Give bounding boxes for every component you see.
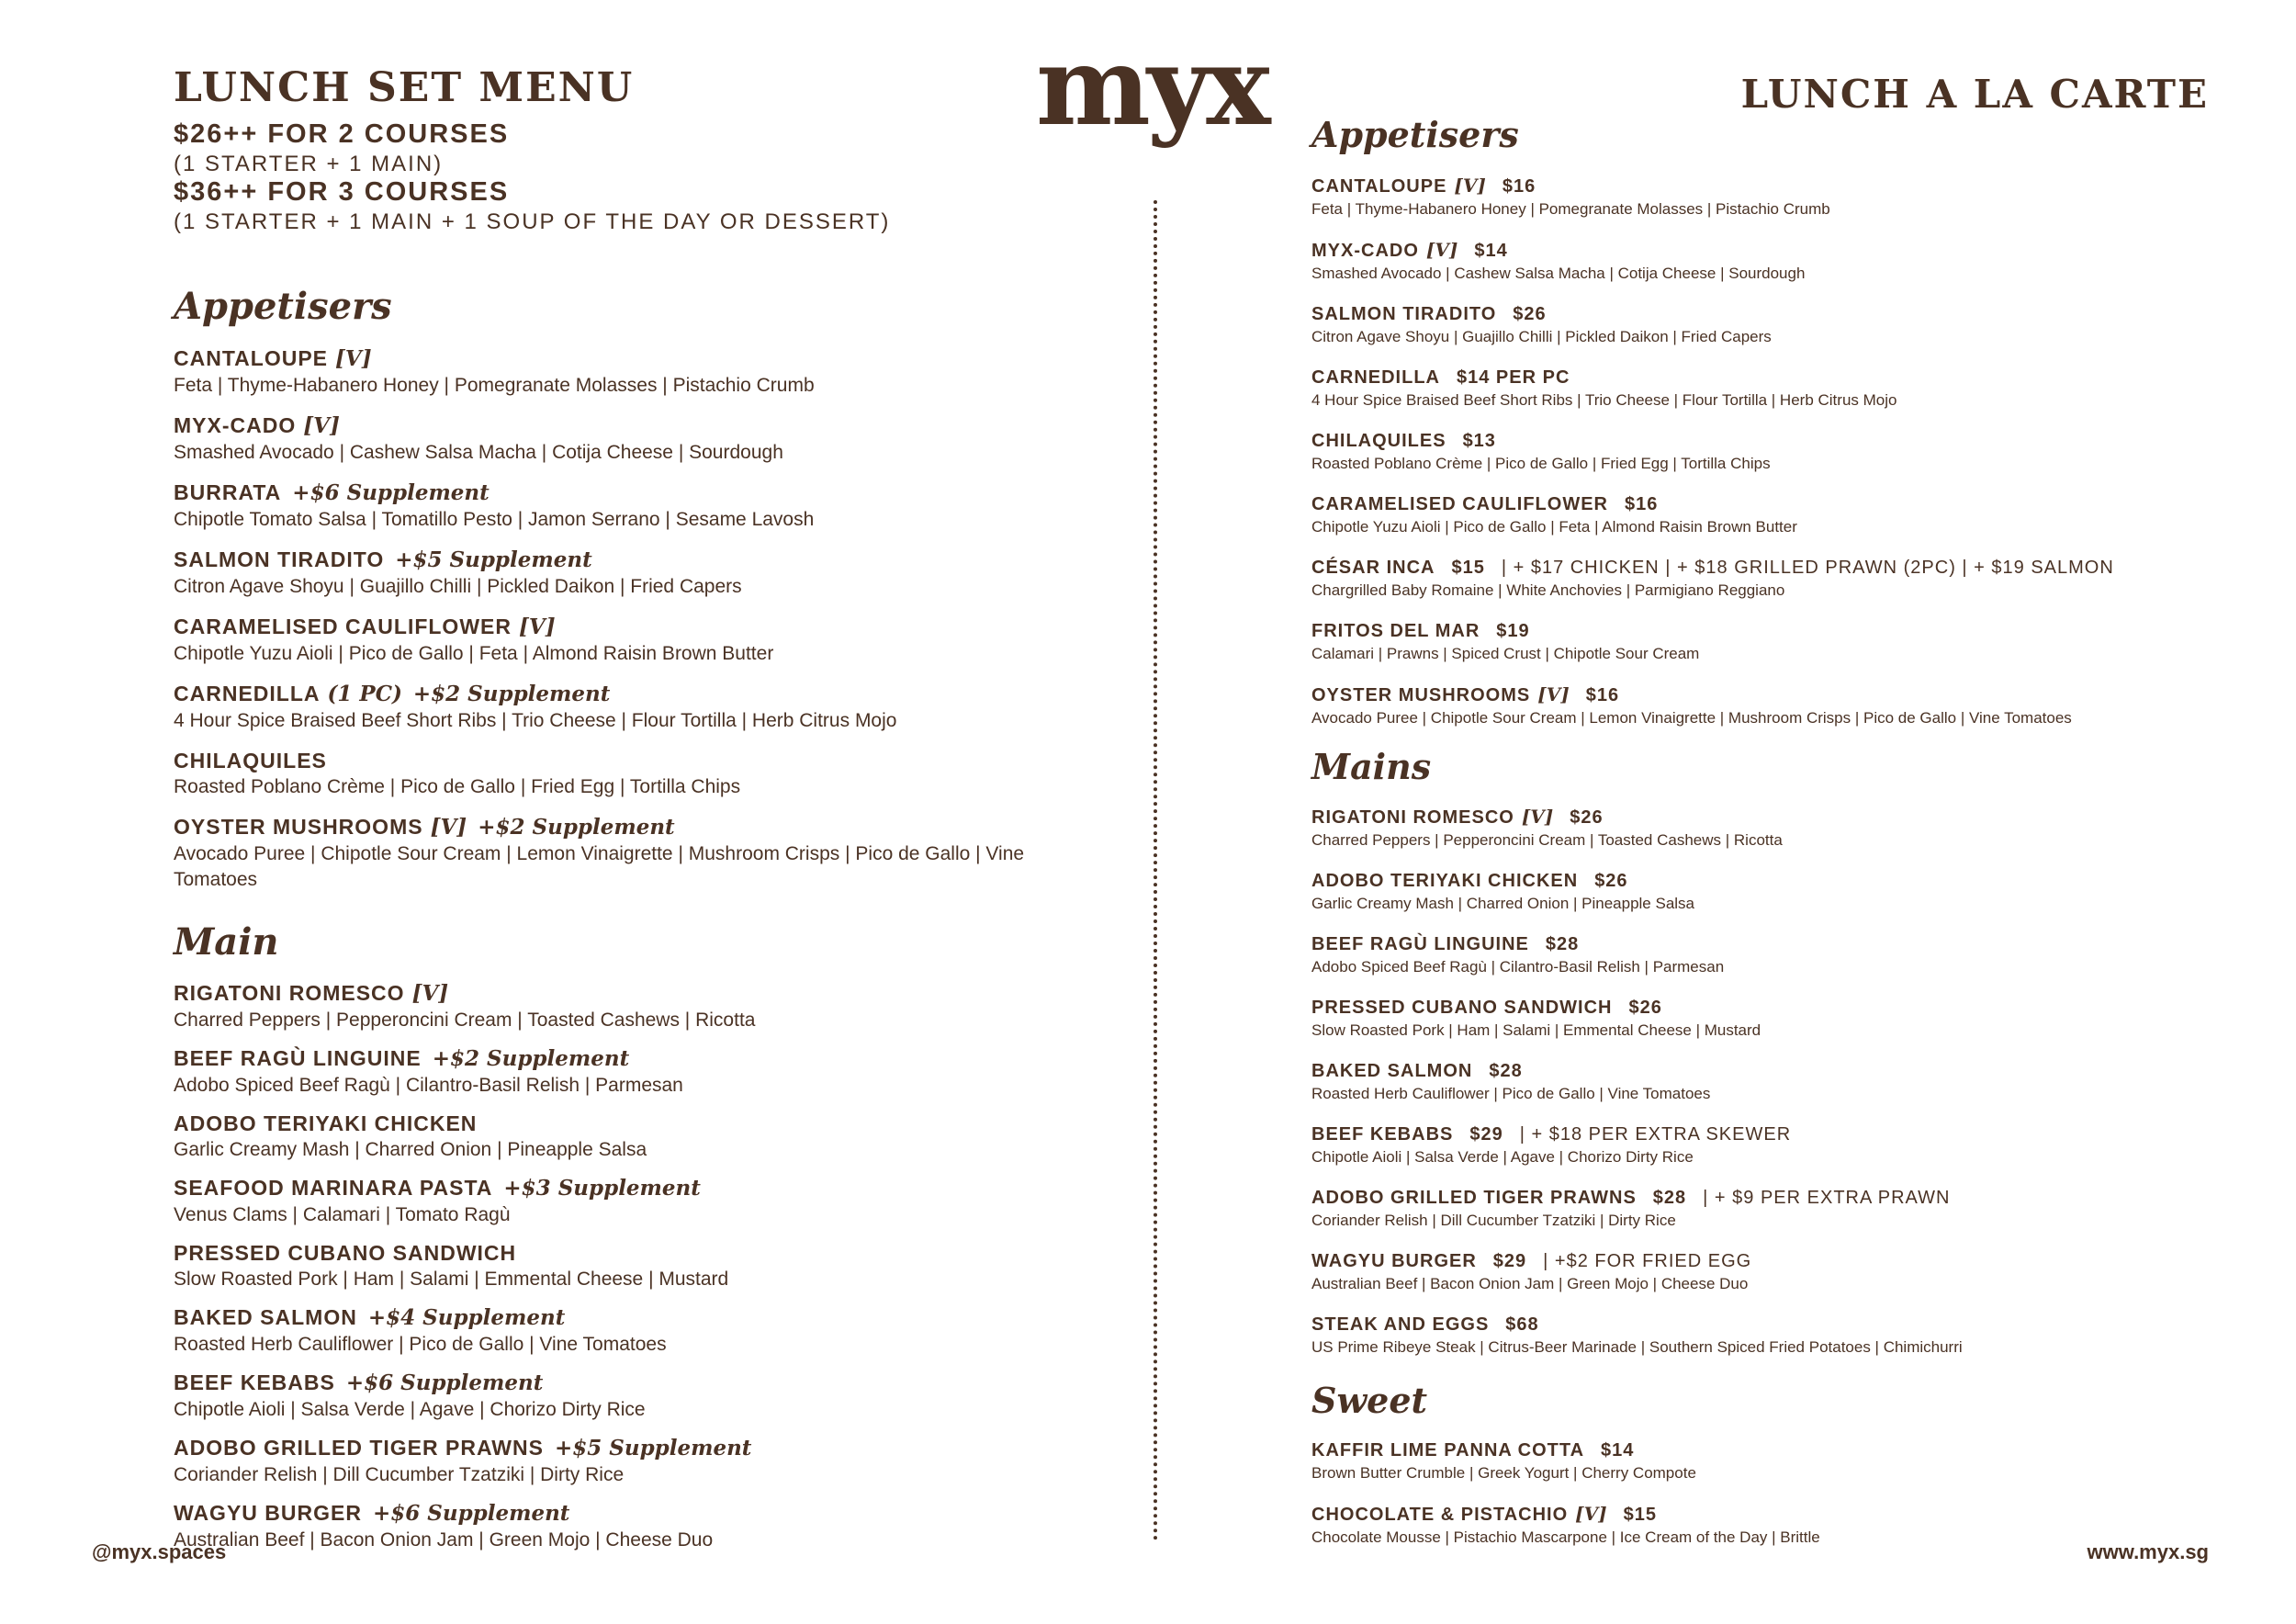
menu-item-name: CÉSAR INCA bbox=[1311, 558, 1435, 578]
menu-item-description: Charred Peppers | Pepperoncini Cream | Toasted Cashews | Ricotta bbox=[174, 1009, 756, 1031]
menu-item-tag: [V] bbox=[1425, 239, 1458, 261]
menu-item-name: MYX-CADO bbox=[174, 413, 297, 437]
menu-item-description: Coriander Relish | Dill Cucumber Tzatziki | Dirty Rice bbox=[1311, 1212, 1676, 1229]
menu-item-header bbox=[1311, 174, 2239, 198]
menu-item bbox=[174, 1110, 1101, 1163]
menu-item bbox=[1311, 1122, 2239, 1168]
menu-item bbox=[1311, 1059, 2239, 1105]
menu-item-header bbox=[1311, 805, 2239, 829]
menu-item-header bbox=[174, 613, 1101, 641]
myx-logo: myx bbox=[1036, 22, 1267, 150]
menu-item bbox=[174, 813, 1101, 893]
menu-item bbox=[1311, 996, 2239, 1042]
menu-item-header bbox=[174, 747, 1101, 774]
carte-sweets-list bbox=[1311, 1438, 2239, 1549]
menu-item-price: $29 bbox=[1492, 1251, 1527, 1271]
menu-item-tag: [V] bbox=[335, 346, 372, 371]
menu-item-header bbox=[174, 1434, 1101, 1462]
menu-item-name: SALMON TIRADITO bbox=[1311, 304, 1497, 324]
menu-item bbox=[174, 1044, 1101, 1099]
menu-item-name: CHOCOLATE & PISTACHIO bbox=[1311, 1505, 1569, 1525]
menu-item-price: $15 bbox=[1623, 1505, 1657, 1525]
menu-item-name: BAKED SALMON bbox=[1311, 1061, 1473, 1081]
menu-item-header bbox=[1311, 619, 2239, 643]
menu-item bbox=[174, 1239, 1101, 1292]
menu-item-header bbox=[174, 1110, 1101, 1137]
menu-item-description: 4 Hour Spice Braised Beef Short Ribs | Trio Cheese | Flour Tortilla | Herb Citrus Mojo bbox=[174, 710, 897, 731]
menu-item-header bbox=[174, 479, 1101, 507]
menu-item-header bbox=[1311, 429, 2239, 453]
menu-item-header bbox=[1311, 1313, 2239, 1336]
menu-item-name: BEEF KEBABS bbox=[174, 1370, 335, 1394]
set-note-2-courses: (1 STARTER + 1 MAIN) bbox=[174, 152, 444, 176]
menu-item-price: $15 bbox=[1451, 558, 1485, 578]
menu-item-price: $28 bbox=[1489, 1061, 1523, 1081]
menu-item-header bbox=[1311, 932, 2239, 956]
menu-item-supplement: +$6 Supplement bbox=[345, 1370, 544, 1395]
menu-item-header bbox=[1311, 238, 2239, 263]
menu-item bbox=[1311, 1438, 2239, 1484]
menu-item-name: BEEF RAGÙ LINGUINE bbox=[174, 1046, 422, 1070]
set-mains-list bbox=[174, 979, 1101, 1553]
menu-item-name: SALMON TIRADITO bbox=[174, 547, 385, 571]
website-link[interactable]: www.myx.sg bbox=[2087, 1540, 2209, 1563]
menu-item-name: WAGYU BURGER bbox=[174, 1501, 362, 1525]
column-divider bbox=[1154, 200, 1157, 1541]
menu-item-description: Coriander Relish | Dill Cucumber Tzatziki | Dirty Rice bbox=[174, 1464, 625, 1485]
menu-item-tag: [V] bbox=[411, 981, 449, 1006]
menu-item-header bbox=[174, 979, 1101, 1008]
menu-item bbox=[1311, 682, 2239, 729]
menu-item-description: Avocado Puree | Chipotle Sour Cream | Lemon Vinaigrette | Mushroom Crisps | Pico de Gallo | Vine Tomatoes bbox=[174, 843, 1025, 890]
menu-item-name: ADOBO GRILLED TIGER PRAWNS bbox=[174, 1436, 544, 1460]
menu-item-description: Calamari | Prawns | Spiced Crust | Chipotle Sour Cream bbox=[1311, 645, 1700, 662]
menu-item-name: WAGYU BURGER bbox=[1311, 1251, 1477, 1271]
menu-item-price: $19 bbox=[1496, 621, 1530, 641]
set-appetisers-heading: Appetisers bbox=[174, 285, 392, 328]
menu-item bbox=[1311, 1249, 2239, 1295]
menu-item-description: Chipotle Aioli | Salsa Verde | Agave | Chorizo Dirty Rice bbox=[1311, 1148, 1694, 1166]
menu-item-name: PRESSED CUBANO SANDWICH bbox=[174, 1241, 517, 1265]
menu-item-price: $28 bbox=[1652, 1188, 1687, 1208]
menu-item-addon: | + $9 PER EXTRA PRAWN bbox=[1703, 1188, 1951, 1208]
menu-item-header bbox=[1311, 302, 2239, 326]
menu-item-addon: | + $17 CHICKEN | + $18 GRILLED PRAWN (2PC) | + $19 SALMON bbox=[1501, 558, 2114, 578]
set-appetisers-list bbox=[174, 344, 1101, 893]
menu-item-supplement: +$4 Supplement bbox=[367, 1305, 566, 1330]
social-handle: @myx.spaces bbox=[92, 1540, 227, 1563]
menu-item bbox=[1311, 492, 2239, 538]
menu-item-name: ADOBO TERIYAKI CHICKEN bbox=[174, 1111, 478, 1135]
menu-item-tag: (1 PC) bbox=[327, 682, 402, 706]
menu-item-description: Chipotle Yuzu Aioli | Pico de Gallo | Feta | Almond Raisin Brown Butter bbox=[174, 643, 774, 664]
menu-item-description: Roasted Herb Cauliflower | Pico de Gallo | Vine Tomatoes bbox=[174, 1334, 667, 1355]
menu-item-header bbox=[1311, 1502, 2239, 1527]
menu-item bbox=[1311, 869, 2239, 915]
set-price-2-courses: $26++ FOR 2 COURSES bbox=[174, 119, 510, 149]
menu-item-header bbox=[174, 1239, 1101, 1267]
menu-item-name: BEEF RAGÙ LINGUINE bbox=[1311, 934, 1529, 954]
menu-item-tag: [V] bbox=[518, 615, 556, 639]
menu-item bbox=[1311, 366, 2239, 412]
menu-item-price: $14 bbox=[1601, 1440, 1635, 1460]
menu-item-name: CANTALOUPE bbox=[174, 346, 329, 370]
menu-item-tag: [V] bbox=[1521, 806, 1554, 828]
menu-item-price: $16 bbox=[1502, 176, 1536, 197]
menu-item-supplement: +$6 Supplement bbox=[292, 480, 490, 505]
menu-item-description: Smashed Avocado | Cashew Salsa Macha | Cotija Cheese | Sourdough bbox=[174, 442, 783, 463]
menu-item-header bbox=[174, 813, 1101, 841]
menu-item bbox=[1311, 932, 2239, 978]
menu-item bbox=[174, 1369, 1101, 1423]
menu-item bbox=[174, 680, 1101, 734]
menu-item-header bbox=[174, 546, 1101, 574]
menu-item-header bbox=[174, 1303, 1101, 1332]
menu-item-description: Chipotle Yuzu Aioli | Pico de Gallo | Feta | Almond Raisin Brown Butter bbox=[1311, 518, 1797, 536]
menu-item-price: $14 PER PC bbox=[1457, 367, 1570, 388]
menu-item bbox=[174, 1434, 1101, 1488]
menu-item-price: $26 bbox=[1570, 807, 1604, 828]
menu-item-supplement: +$2 Supplement bbox=[432, 1046, 630, 1071]
menu-item bbox=[1311, 805, 2239, 851]
menu-item-name: CARAMELISED CAULIFLOWER bbox=[174, 615, 512, 638]
set-note-3-courses: (1 STARTER + 1 MAIN + 1 SOUP OF THE DAY OR DESSERT) bbox=[174, 209, 891, 234]
menu-item-supplement: +$2 Supplement bbox=[478, 815, 675, 840]
menu-item-header bbox=[1311, 1059, 2239, 1083]
menu-item-price: $26 bbox=[1594, 871, 1628, 891]
carte-mains-heading: Mains bbox=[1311, 746, 1432, 787]
menu-item-supplement: +$6 Supplement bbox=[372, 1501, 570, 1526]
menu-item-header bbox=[174, 1044, 1101, 1073]
menu-item-name: SEAFOOD MARINARA PASTA bbox=[174, 1176, 493, 1200]
menu-item-description: Slow Roasted Pork | Ham | Salami | Emmental Cheese | Mustard bbox=[1311, 1021, 1761, 1039]
menu-item bbox=[174, 979, 1101, 1033]
menu-item-name: CHILAQUILES bbox=[1311, 431, 1446, 451]
set-price-3-courses: $36++ FOR 3 COURSES bbox=[174, 177, 510, 207]
menu-item-description: Venus Clams | Calamari | Tomato Ragù bbox=[174, 1204, 511, 1225]
menu-item-price: $16 bbox=[1585, 685, 1620, 705]
menu-item-price: $28 bbox=[1545, 934, 1580, 954]
menu-item-description: Adobo Spiced Beef Ragù | Cilantro-Basil Relish | Parmesan bbox=[1311, 958, 1725, 976]
menu-item-description: Australian Beef | Bacon Onion Jam | Green Mojo | Cheese Duo bbox=[174, 1529, 714, 1551]
menu-item-tag: [V] bbox=[1537, 683, 1570, 705]
menu-item-name: CARAMELISED CAULIFLOWER bbox=[1311, 494, 1608, 514]
menu-item-price: $14 bbox=[1474, 241, 1508, 261]
menu-item-description: Roasted Poblano Crème | Pico de Gallo | Fried Egg | Tortilla Chips bbox=[174, 776, 741, 797]
menu-item-tag: [V] bbox=[1454, 175, 1486, 197]
menu-item-description: Brown Butter Crumble | Greek Yogurt | Cherry Compote bbox=[1311, 1464, 1696, 1482]
menu-item-name: CHILAQUILES bbox=[174, 749, 327, 773]
menu-item-header bbox=[1311, 996, 2239, 1020]
menu-item bbox=[174, 1499, 1101, 1553]
menu-item-description: Charred Peppers | Pepperoncini Cream | Toasted Cashews | Ricotta bbox=[1311, 831, 1783, 849]
menu-item-description: Roasted Herb Cauliflower | Pico de Gallo | Vine Tomatoes bbox=[1311, 1085, 1711, 1102]
menu-item-header bbox=[1311, 1186, 2239, 1210]
menu-item-description: Chipotle Aioli | Salsa Verde | Agave | Chorizo Dirty Rice bbox=[174, 1399, 646, 1420]
menu-item-description: Chocolate Mousse | Pistachio Mascarpone | Ice Cream of the Day | Brittle bbox=[1311, 1528, 1820, 1546]
menu-item-header bbox=[1311, 1438, 2239, 1462]
carte-mains-list bbox=[1311, 805, 2239, 1359]
menu-item-tag: [V] bbox=[430, 815, 467, 840]
menu-item-name: OYSTER MUSHROOMS bbox=[174, 815, 423, 839]
menu-item-addon: | +$2 FOR FRIED EGG bbox=[1543, 1251, 1752, 1271]
menu-item-description: Slow Roasted Pork | Ham | Salami | Emmental Cheese | Mustard bbox=[174, 1269, 729, 1290]
menu-item-name: CARNEDILLA bbox=[1311, 367, 1440, 388]
menu-item-tag: [V] bbox=[1575, 1503, 1607, 1525]
menu-item bbox=[174, 479, 1101, 533]
menu-item-description: US Prime Ribeye Steak | Citrus-Beer Marinade | Southern Spiced Fried Potatoes | Chimichurri bbox=[1311, 1338, 1963, 1356]
menu-item-description: Garlic Creamy Mash | Charred Onion | Pineapple Salsa bbox=[174, 1139, 647, 1160]
menu-item-header bbox=[1311, 682, 2239, 707]
menu-item bbox=[1311, 238, 2239, 285]
menu-item-supplement: +$2 Supplement bbox=[412, 682, 611, 706]
menu-item bbox=[174, 613, 1101, 667]
a-la-carte-title: LUNCH A LA CARTE bbox=[1740, 72, 2209, 117]
menu-item-description: Citron Agave Shoyu | Guajillo Chilli | Pickled Daikon | Fried Capers bbox=[1311, 328, 1772, 345]
menu-item-header bbox=[1311, 492, 2239, 516]
menu-item-header bbox=[174, 344, 1101, 373]
menu-item-description: Adobo Spiced Beef Ragù | Cilantro-Basil Relish | Parmesan bbox=[174, 1075, 683, 1096]
menu-item-description: Feta | Thyme-Habanero Honey | Pomegranate Molasses | Pistachio Crumb bbox=[1311, 200, 1830, 218]
menu-item-description: Smashed Avocado | Cashew Salsa Macha | Cotija Cheese | Sourdough bbox=[1311, 265, 1806, 282]
menu-item-header bbox=[174, 680, 1101, 708]
menu-item-price: $26 bbox=[1628, 998, 1662, 1018]
menu-item bbox=[174, 344, 1101, 399]
menu-item-description: Garlic Creamy Mash | Charred Onion | Pineapple Salsa bbox=[1311, 895, 1695, 912]
menu-item-supplement: +$5 Supplement bbox=[554, 1436, 752, 1460]
menu-item-name: OYSTER MUSHROOMS bbox=[1311, 685, 1531, 705]
menu-item-name: ADOBO TERIYAKI CHICKEN bbox=[1311, 871, 1579, 891]
menu-item-description: Avocado Puree | Chipotle Sour Cream | Lemon Vinaigrette | Mushroom Crisps | Pico de Gallo | Vine Tomatoes bbox=[1311, 709, 2072, 727]
menu-item bbox=[174, 747, 1101, 800]
menu-item-price: $68 bbox=[1505, 1314, 1539, 1335]
menu-item-name: STEAK AND EGGS bbox=[1311, 1314, 1490, 1335]
menu-item-header bbox=[1311, 366, 2239, 389]
menu-item-header bbox=[1311, 556, 2239, 580]
menu-item bbox=[1311, 556, 2239, 602]
menu-item-description: 4 Hour Spice Braised Beef Short Ribs | Trio Cheese | Flour Tortilla | Herb Citrus Mojo bbox=[1311, 391, 1897, 409]
menu-item-name: PRESSED CUBANO SANDWICH bbox=[1311, 998, 1613, 1018]
menu-item-name: FRITOS DEL MAR bbox=[1311, 621, 1480, 641]
menu-item-name: CARNEDILLA bbox=[174, 682, 321, 705]
menu-item-description: Citron Agave Shoyu | Guajillo Chilli | Pickled Daikon | Fried Capers bbox=[174, 576, 742, 597]
menu-item-header bbox=[1311, 1249, 2239, 1273]
menu-item-name: CANTALOUPE bbox=[1311, 176, 1447, 197]
menu-item-name: MYX-CADO bbox=[1311, 241, 1419, 261]
menu-item bbox=[1311, 1313, 2239, 1359]
menu-item-header bbox=[174, 412, 1101, 440]
menu-item-addon: | + $18 PER EXTRA SKEWER bbox=[1519, 1124, 1792, 1145]
menu-item-name: RIGATONI ROMESCO bbox=[1311, 807, 1514, 828]
menu-item-price: $26 bbox=[1513, 304, 1547, 324]
menu-item-description: Australian Beef | Bacon Onion Jam | Green Mojo | Cheese Duo bbox=[1311, 1275, 1749, 1292]
menu-item-name: BAKED SALMON bbox=[174, 1305, 357, 1329]
menu-item-price: $13 bbox=[1462, 431, 1496, 451]
menu-item bbox=[1311, 619, 2239, 665]
menu-item-price: $29 bbox=[1469, 1124, 1503, 1145]
menu-item bbox=[1311, 302, 2239, 348]
menu-item-name: BURRATA bbox=[174, 480, 282, 504]
menu-item-description: Feta | Thyme-Habanero Honey | Pomegranate Molasses | Pistachio Crumb bbox=[174, 375, 815, 396]
set-main-heading: Main bbox=[174, 920, 279, 964]
menu-item-supplement: +$3 Supplement bbox=[503, 1176, 701, 1201]
menu-item-tag: [V] bbox=[303, 413, 340, 438]
menu-item-description: Chipotle Tomato Salsa | Tomatillo Pesto | Jamon Serrano | Sesame Lavosh bbox=[174, 509, 815, 530]
menu-item-description: Chargrilled Baby Romaine | White Anchovies | Parmigiano Reggiano bbox=[1311, 581, 1785, 599]
carte-sweet-heading: Sweet bbox=[1311, 1380, 1428, 1421]
set-menu-title: LUNCH SET MENU bbox=[174, 64, 635, 111]
menu-item-name: KAFFIR LIME PANNA COTTA bbox=[1311, 1440, 1585, 1460]
menu-item-header bbox=[174, 1499, 1101, 1528]
menu-item-price: $16 bbox=[1624, 494, 1659, 514]
menu-item bbox=[1311, 1186, 2239, 1232]
menu-item-supplement: +$5 Supplement bbox=[395, 547, 592, 572]
menu-item-name: ADOBO GRILLED TIGER PRAWNS bbox=[1311, 1188, 1637, 1208]
menu-item bbox=[1311, 429, 2239, 475]
menu-item-name: RIGATONI ROMESCO bbox=[174, 981, 405, 1005]
menu-item-header bbox=[174, 1369, 1101, 1397]
menu-item bbox=[174, 412, 1101, 466]
menu-item-header bbox=[1311, 869, 2239, 893]
carte-appetisers-list bbox=[1311, 174, 2239, 729]
menu-item bbox=[1311, 174, 2239, 220]
menu-item-header bbox=[1311, 1122, 2239, 1146]
menu-item-name: BEEF KEBABS bbox=[1311, 1124, 1454, 1145]
menu-item bbox=[174, 546, 1101, 600]
menu-item-header bbox=[174, 1174, 1101, 1202]
carte-appetisers-heading: Appetisers bbox=[1311, 114, 1519, 155]
menu-item bbox=[174, 1303, 1101, 1358]
menu-item-description: Roasted Poblano Crème | Pico de Gallo | Fried Egg | Tortilla Chips bbox=[1311, 455, 1771, 472]
menu-item bbox=[174, 1174, 1101, 1228]
